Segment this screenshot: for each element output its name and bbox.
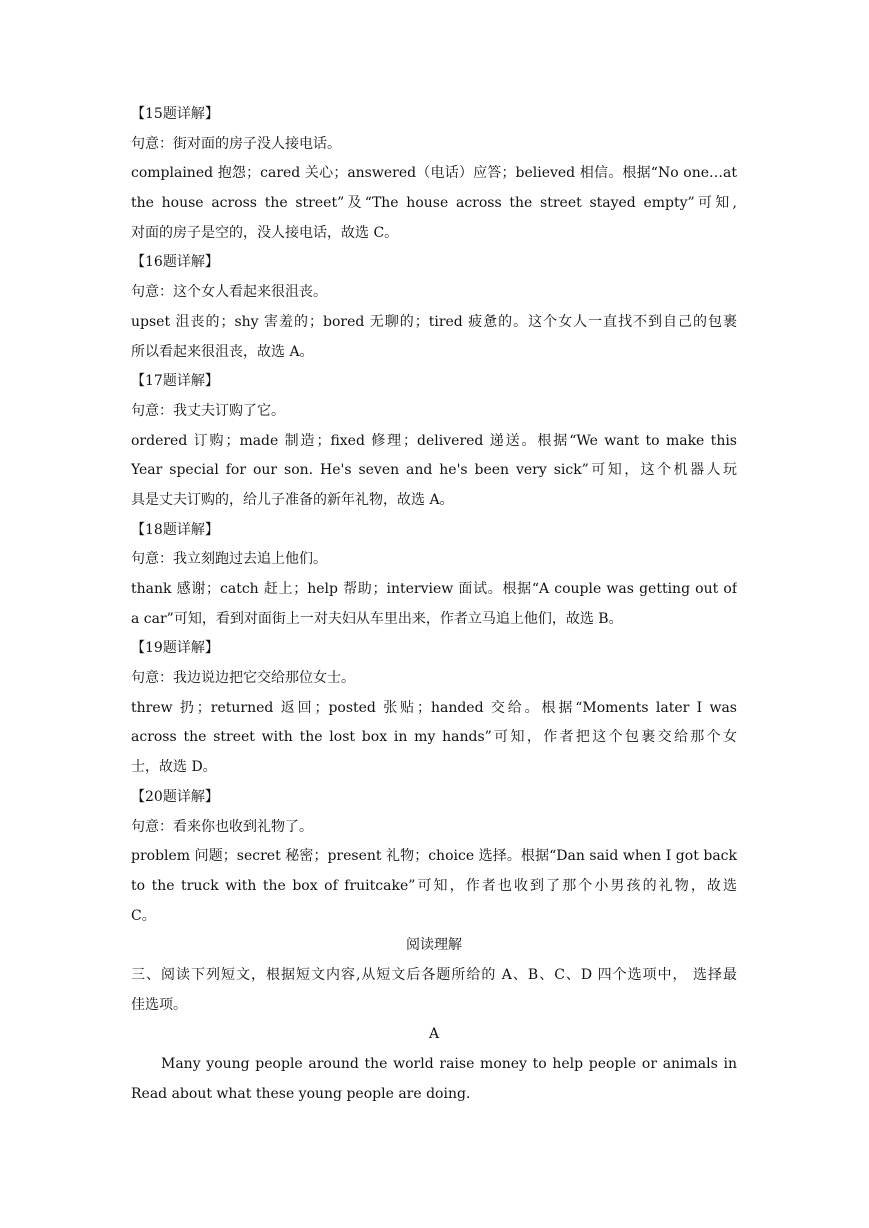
explanation-line: 所以看起来很沮丧，故选 A。	[131, 343, 314, 360]
passage-label: A	[428, 1026, 440, 1043]
explanation-line: a car”可知，看到对面街上一对夫妇从车里出来，作者立马追上他们，故选 B。	[131, 610, 623, 627]
question-section	[131, 783, 737, 931]
question-section	[131, 634, 737, 782]
explanation-line: upset 沮丧的；shy 害羞的；bored 无聊的；tired 疲惫的。这个女人一直找不到自己的包裹	[131, 313, 737, 330]
sentence-meaning: 句意：街对面的房子没人接电话。	[131, 135, 341, 152]
section-heading: 【17题详解】	[131, 373, 219, 390]
section-heading: 【15题详解】	[131, 106, 219, 122]
explanation-line: 具是丈夫订购的，给儿子准备的新年礼物，故选 A。	[131, 491, 454, 508]
explanation-line: complained 抱怨；cared 关心；answered（电话）应答；believed 相信。根据“No one…at	[131, 165, 737, 182]
explanation-line: to the truck with the box of fruitcake”可知，作者也收到了那个小男孩的礼物，故选	[131, 877, 737, 894]
instruction-line: 三、阅读下列短文，根据短文内容,从短文后各题所给的 A、B、C、D 四个选项中， 选择最	[131, 966, 737, 983]
sentence-meaning: 句意：我边说边把它交给那位女士。	[131, 670, 355, 687]
section-heading: 【16题详解】	[131, 254, 219, 271]
question-section	[131, 367, 737, 515]
explanation-line: ordered 订购；made 制造；fixed 修理；delivered 递送。根据“We want to make this	[131, 432, 737, 449]
sentence-meaning: 句意：看来你也收到礼物了。	[131, 818, 313, 835]
question-section	[131, 248, 737, 367]
section-heading: 【19题详解】	[131, 640, 219, 657]
explanation-line: the house across the street”及“The house across the street stayed empty”可知,	[131, 195, 737, 212]
sentence-meaning: 句意：我立刻跑过去追上他们。	[131, 551, 327, 568]
explanation-line: Year special for our son. He's seven and he's been very sick”可知，这个机器人玩	[131, 462, 737, 479]
section-heading: 【18题详解】	[131, 521, 219, 538]
question-section	[131, 100, 737, 248]
section-heading: 【20题详解】	[131, 788, 219, 805]
explanation-line: thank 感谢；catch 赶上；help 帮助；interview 面试。根据“A couple was getting out of	[131, 581, 737, 597]
reading-section	[131, 931, 737, 1109]
explanation-line: problem 问题；secret 秘密；present 礼物；choice 选择。根据“Dan said when I got back	[131, 848, 737, 865]
passage-line: Read about what these young people are doing.	[131, 1085, 471, 1102]
instruction-line: 佳选项。	[131, 996, 187, 1013]
reading-title: 阅读理解	[406, 937, 462, 954]
sentence-meaning: 句意：这个女人看起来很沮丧。	[131, 284, 327, 301]
sentence-meaning: 句意：我丈夫订购了它。	[131, 402, 285, 419]
explanation-line: 士，故选 D。	[131, 759, 217, 776]
explanation-line: 对面的房子是空的，没人接电话，故选 C。	[131, 224, 399, 241]
explanation-line: C。	[131, 907, 156, 924]
question-section	[131, 516, 737, 635]
explanation-line: threw 扔；returned 返回；posted 张贴；handed 交给。根据“Moments later I was	[131, 699, 737, 716]
document-page	[131, 100, 737, 1109]
passage-line: Many young people around the world raise money to help people or animals in	[161, 1056, 737, 1072]
explanation-line: across the street with the lost box in my hands”可知，作者把这个包裹交给那个女	[131, 729, 737, 746]
